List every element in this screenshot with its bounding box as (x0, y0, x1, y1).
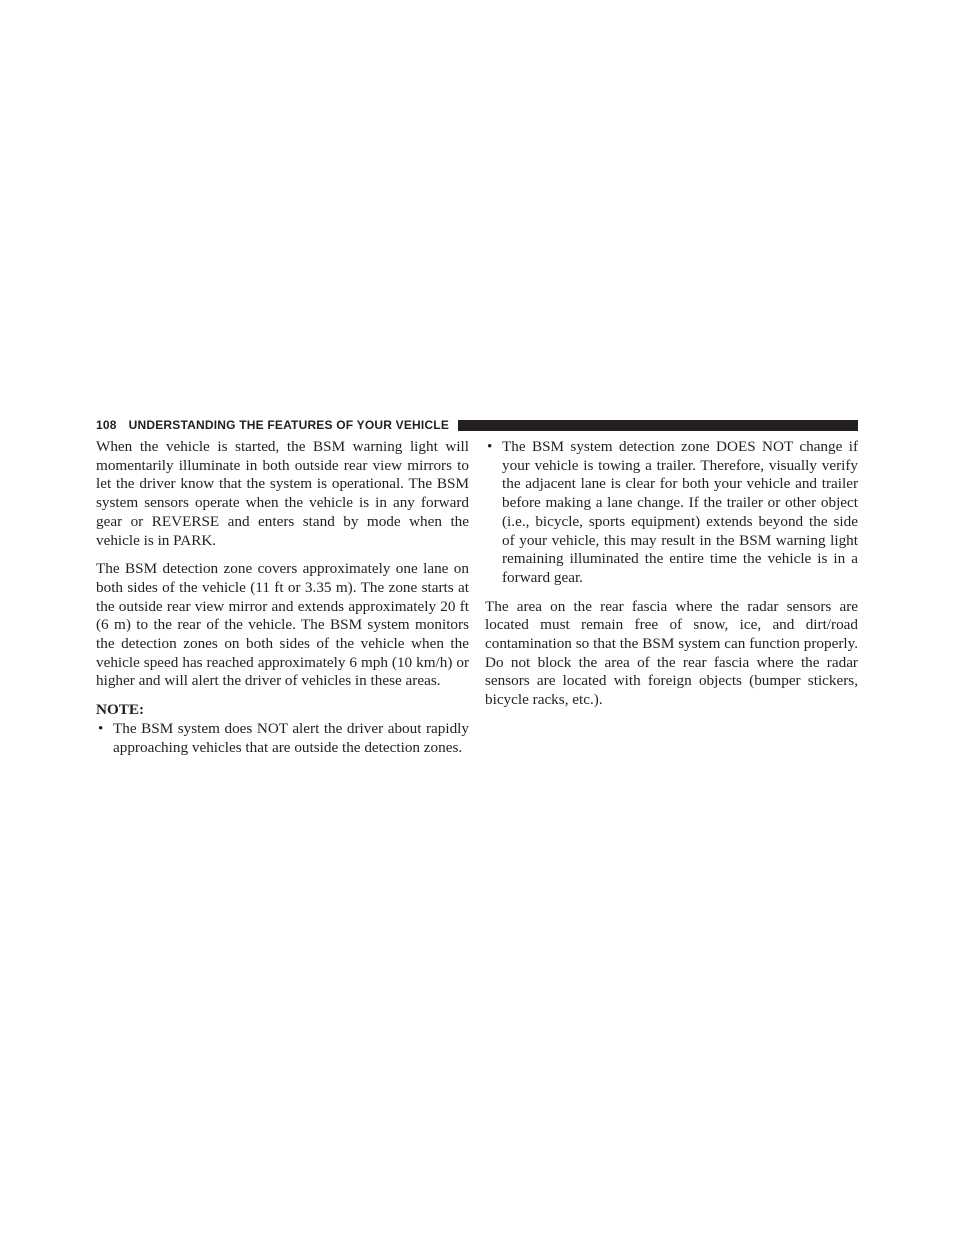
body-paragraph: The area on the rear fascia where the radar sensors are located must remain free of snow, ice, and dirt/road contamination so that the BSM system can function properly. Do not block the area of the rear fascia where the radar sensors are located with foreign objects (bumper stickers, bicycle racks, etc.). (485, 597, 858, 709)
left-column (96, 438, 469, 767)
right-column (485, 438, 858, 720)
note-list-item (485, 438, 858, 588)
header-rule-bar (458, 420, 858, 431)
body-paragraph: When the vehicle is started, the BSM warning light will momentarily illuminate in both outside rear view mirrors to let the driver know that the system is operational. The BSM system sensors operate when the vehicle is in any forward gear or REVERSE and enters stand by mode when the vehicle is in PARK. (96, 438, 469, 549)
body-paragraph: The BSM detection zone covers approximately one lane on both sides of the vehicle (11 ft or 3.35 m). The zone starts at the outside rear view mirror and extends approximately 20 ft (6 m) to the rear of the vehicle. The BSM system monitors the detection zones on both sides of the vehicle when the vehicle speed has reached approximately 6 mph (10 km/h) or higher and will alert the driver of vehicles in these areas. (96, 560, 469, 690)
note-list (485, 438, 858, 588)
note-list-item-text: The BSM system does NOT alert the driver about rapidly approaching vehicles that are outside the detection zones. (113, 719, 469, 756)
note-list (96, 720, 469, 757)
page-header (96, 417, 858, 433)
note-list-item (96, 720, 469, 757)
bullet-icon: • (98, 719, 104, 737)
section-title: UNDERSTANDING THE FEATURES OF YOUR VEHICLE (128, 418, 450, 432)
note-list-item-text: The BSM system detection zone DOES NOT change if your vehicle is towing a trailer. Therefore, visually verify the adjacent lane is clear for both your vehicle and trailer before making a lane change. If the trailer or other object (i.e., bicycle, sports equipment) extends beyond the side of your vehicle, this may result in the BSM warning light remaining illuminated the entire time the vehicle is in a forward gear. (502, 438, 858, 586)
bullet-icon: • (487, 438, 493, 455)
note-heading: NOTE: (96, 701, 145, 719)
page-number: 108 (96, 418, 117, 432)
